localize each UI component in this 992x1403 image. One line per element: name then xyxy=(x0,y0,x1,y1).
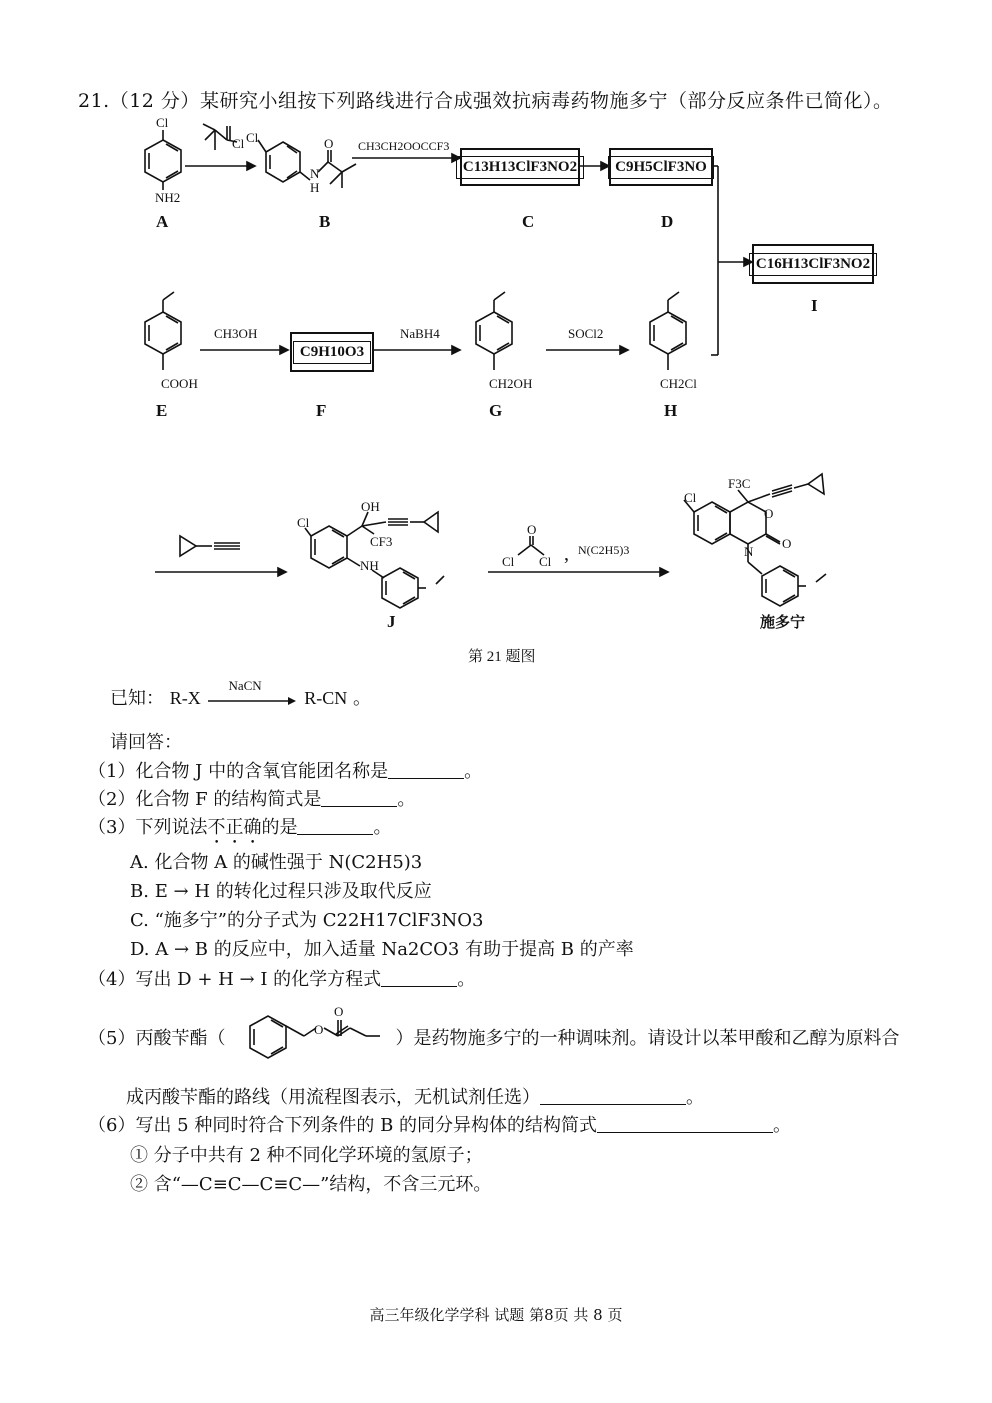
label-j: J xyxy=(387,612,396,631)
option-c-label: C. xyxy=(130,910,149,931)
known-reagent: NaCN xyxy=(228,678,262,693)
option-d-text: A → B 的反应中，加入适量 Na2CO3 有助于提高 B 的产率 xyxy=(155,939,634,960)
product-f3c-label: F3C xyxy=(728,476,751,491)
item-4 xyxy=(88,965,475,991)
item-5-num: （5） xyxy=(88,1028,136,1049)
label-b: B xyxy=(319,212,331,231)
item-5-text-c: 成丙酸苄酯的路线（用流程图表示，无机试剂任选） xyxy=(126,1087,540,1108)
question-points: （12 分） xyxy=(109,90,200,112)
label-d: D xyxy=(661,212,674,231)
known-end: 。 xyxy=(352,688,371,709)
item-3 xyxy=(88,813,391,848)
item-5-line2 xyxy=(126,1083,704,1109)
item-2-text: 化合物 F 的结构简式是 xyxy=(135,789,322,810)
compound-a-structure xyxy=(145,130,181,190)
compound-b-structure xyxy=(258,140,356,188)
b-cl-label: Cl xyxy=(246,130,259,145)
item-4-num: （4） xyxy=(88,969,136,990)
formula-d: C9H5ClF3NO xyxy=(608,156,714,179)
j-cf3-label: CF3 xyxy=(370,534,393,549)
option-b-text: E → H 的转化过程只涉及取代反应 xyxy=(154,881,432,902)
ester-o-label: O xyxy=(314,1022,324,1037)
b-n-label: N xyxy=(310,166,320,181)
condition-2: ② 含“—C≡C—C≡C—”结构，不含三元环。 xyxy=(130,1174,492,1195)
synthesis-scheme xyxy=(0,0,992,670)
formula-f: C9H10O3 xyxy=(293,341,371,364)
known-right: R-CN xyxy=(304,688,348,708)
known-arrow xyxy=(206,678,298,708)
item-3-end: 。 xyxy=(373,817,392,838)
b-h-label: H xyxy=(310,180,320,195)
j-cl-label: Cl xyxy=(297,515,310,530)
phosgene-o-label: O xyxy=(527,522,537,537)
answer-blank-4[interactable] xyxy=(381,968,457,987)
svg-text:,: , xyxy=(564,543,569,565)
item-5-end: 。 xyxy=(686,1087,704,1108)
item-3-text-a: 下列说法 xyxy=(135,817,208,838)
answer-blank-3[interactable] xyxy=(297,816,373,835)
item-3-emphasis: 不正确 xyxy=(207,817,262,838)
h-ch2cl-label: CH2Cl xyxy=(660,376,697,391)
item-1-end: 。 xyxy=(464,761,483,782)
phosgene-structure xyxy=(518,536,544,555)
item-4-text: 写出 D + H → I 的化学方程式 xyxy=(135,969,382,990)
option-c xyxy=(130,906,483,932)
j-oh-label: OH xyxy=(361,499,380,514)
label-g: G xyxy=(489,401,503,420)
option-a-label: A. xyxy=(130,852,149,873)
product-structure xyxy=(684,474,826,606)
prompt-text: 请回答： xyxy=(110,732,182,753)
answer-blank-2[interactable] xyxy=(321,788,397,807)
item-5-text-a: 丙酸苄酯（ xyxy=(135,1028,226,1049)
label-f: F xyxy=(316,401,327,420)
option-b-label: B. xyxy=(130,881,149,902)
option-a-text: 化合物 A 的碱性强于 N(C2H5)3 xyxy=(154,852,423,873)
known-reaction xyxy=(110,678,371,710)
answer-blank-1[interactable] xyxy=(388,760,464,779)
answer-blank-6[interactable] xyxy=(597,1114,773,1133)
item-6-end: 。 xyxy=(773,1115,792,1136)
compound-h-structure xyxy=(650,292,686,370)
b-o-label: O xyxy=(324,136,334,151)
j-nh-label: NH xyxy=(360,558,379,573)
condition-1: ① 分子中共有 2 种不同化学环境的氢原子； xyxy=(130,1145,483,1166)
product-cl-label: Cl xyxy=(684,490,697,505)
label-a: A xyxy=(156,212,169,231)
product-co-label: O xyxy=(782,536,792,551)
known-left: R-X xyxy=(169,688,201,708)
item-3-text-c: 的是 xyxy=(261,817,298,838)
product-n-label: N xyxy=(744,544,754,559)
answer-blank-5[interactable] xyxy=(540,1086,686,1105)
phosgene-cl1-label: Cl xyxy=(502,554,515,569)
question-stem: 某研究小组按下列路线进行合成强效抗病毒药物施多宁（部分反应条件已简化）。 xyxy=(199,90,893,112)
formula-box-d xyxy=(609,148,713,186)
label-product: 施多宁 xyxy=(760,615,806,631)
item-6-text: 写出 5 种同时符合下列条件的 B 的同分异构体的结构简式 xyxy=(135,1115,598,1136)
item-6 xyxy=(88,1111,791,1137)
option-d xyxy=(130,935,634,961)
known-prefix: 已知： xyxy=(110,688,164,709)
label-c: C xyxy=(522,212,535,231)
compound-g-structure xyxy=(476,292,512,370)
reagent-ab-label: Cl xyxy=(232,136,245,151)
item-2-num: （2） xyxy=(88,789,136,810)
benzyl-propanoate-structure xyxy=(220,996,395,1068)
reagent-ef-label: CH3OH xyxy=(214,326,258,341)
item-5-text-b: ）是药物施多宁的一种调味剂。请设计以苯甲酸和乙醇为原料合 xyxy=(395,1028,900,1049)
item-6-num: （6） xyxy=(88,1115,136,1136)
g-ch2oh-label: CH2OH xyxy=(489,376,533,391)
formula-c: C13H13ClF3NO2 xyxy=(456,156,584,179)
item-1-num: （1） xyxy=(88,761,136,782)
item-5-line1 xyxy=(88,1024,899,1050)
page-footer: 高三年级化学学科 试题 第8页 共 8 页 xyxy=(369,1306,623,1324)
option-b xyxy=(130,877,432,903)
option-d-label: D. xyxy=(130,939,150,960)
item-1 xyxy=(88,757,482,783)
question-number: 21. xyxy=(78,90,110,112)
option-a xyxy=(130,848,422,874)
item-4-end: 。 xyxy=(457,969,476,990)
phosgene-cl2-label: Cl xyxy=(539,554,552,569)
reagent-base-label: N(C2H5)3 xyxy=(578,543,630,557)
item-2 xyxy=(88,785,415,811)
compound-e-structure xyxy=(145,292,181,370)
scheme-caption: 第 21 题图 xyxy=(468,649,536,665)
option-c-text: “施多宁”的分子式为 C22H17ClF3NO3 xyxy=(154,910,484,931)
formula-box-c xyxy=(460,148,580,186)
product-ring-o-label: O xyxy=(764,506,774,521)
reagent-gh-label: SOCl2 xyxy=(568,326,604,341)
formula-box-i xyxy=(752,244,874,284)
formula-i: C16H13ClF3NO2 xyxy=(749,253,877,276)
label-i: I xyxy=(811,296,818,315)
item-1-text: 化合物 J 中的含氧官能团名称是 xyxy=(135,761,389,782)
reagent-fg-label: NaBH4 xyxy=(400,326,440,341)
label-h: H xyxy=(664,401,678,420)
reagent-bc-label: CH3CH2OOCCF3 xyxy=(358,139,450,153)
cyclopropylacetylene-structure xyxy=(180,536,240,556)
e-cooh-label: COOH xyxy=(161,376,198,391)
formula-box-f xyxy=(290,332,374,372)
a-nh2-label: NH2 xyxy=(155,190,181,205)
item-2-end: 。 xyxy=(397,789,416,810)
carbonyl-o-label: O xyxy=(334,1004,344,1019)
a-cl-label: Cl xyxy=(156,115,169,130)
label-e: E xyxy=(156,401,168,420)
item-3-num: （3） xyxy=(88,817,136,838)
